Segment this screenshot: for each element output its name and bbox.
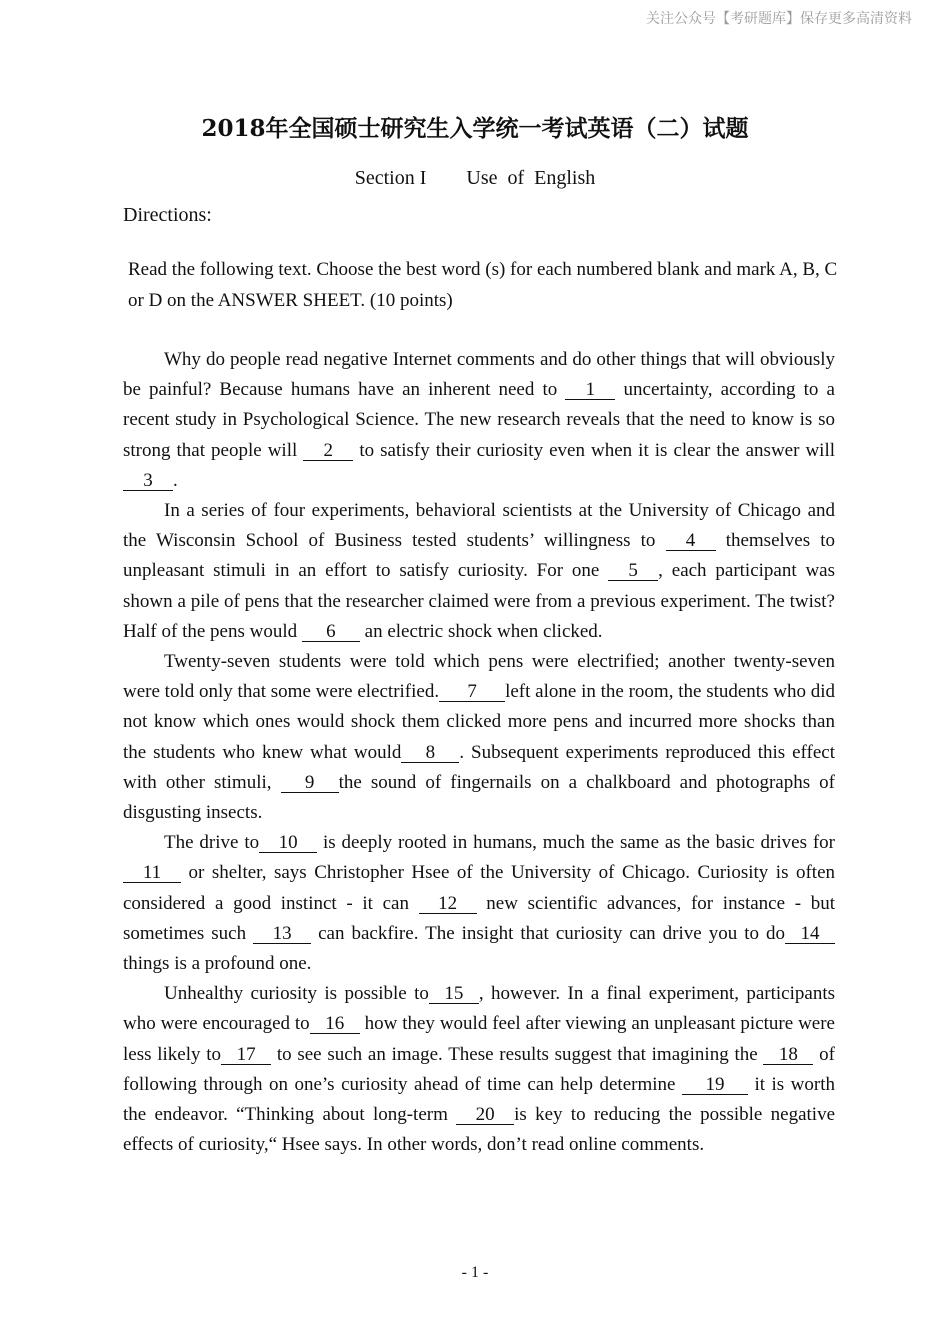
blank-10: 10 bbox=[259, 833, 317, 853]
text: things is a profound one. bbox=[123, 953, 312, 975]
text: an electric shock when clicked. bbox=[364, 620, 603, 642]
text: of following through on one’s curiosity ahead of time can help determine bbox=[123, 1043, 835, 1095]
directions-text: Read the following text. Choose the best word (s) for each numbered blank and mark A, B, C or D on the ANSWER SHEET. (10 points) bbox=[128, 259, 838, 311]
text: . Subsequent experiments reproduced this effect with other stimuli, bbox=[123, 741, 835, 793]
blank-14: 14 bbox=[785, 924, 835, 944]
exam-title: 2018年全国硕士研究生入学统一考试英语（二）试题 bbox=[201, 115, 749, 142]
paragraph-1 bbox=[123, 345, 835, 496]
text: the sound of fingernails on a chalkboard and photographs of disgusting insects. bbox=[123, 771, 836, 824]
text: is key to reducing the possible negative effects of curiosity,“ Hsee says. In other words, don’t read online comments. bbox=[123, 1104, 835, 1156]
blank-19: 19 bbox=[682, 1075, 748, 1095]
blank-6: 6 bbox=[302, 622, 360, 642]
section-name: Use of English bbox=[466, 167, 596, 189]
paragraph-5 bbox=[123, 979, 835, 1160]
text: new scientific advances, for instance - but sometimes such bbox=[123, 892, 835, 944]
blank-11: 11 bbox=[123, 863, 181, 883]
page-number: - 1 - bbox=[461, 1264, 489, 1281]
section-number: Section I bbox=[354, 167, 427, 189]
blank-8: 8 bbox=[401, 743, 459, 763]
blank-18: 18 bbox=[763, 1045, 813, 1065]
text: uncertainty, according to a recent study in Psychological Science. The new research reveals that the need to know is so strong that people will bbox=[123, 379, 835, 461]
blank-12: 12 bbox=[419, 894, 477, 914]
blank-15: 15 bbox=[429, 984, 479, 1004]
text: , however. In a final experiment, participants who were encouraged to bbox=[123, 983, 835, 1035]
text: The drive to bbox=[164, 832, 260, 854]
cloze-passage bbox=[123, 345, 835, 1160]
watermark: 关注公众号【考研题库】保存更多高清资料 bbox=[646, 11, 912, 27]
text: it is worth the endeavor. “Thinking about long-term bbox=[123, 1073, 836, 1126]
section-heading bbox=[0, 167, 950, 190]
directions-label: Directions: bbox=[123, 204, 212, 226]
text: or shelter, says Christopher Hsee of the University of Chicago. Curiosity is often considered a good instinct - it can bbox=[123, 862, 836, 914]
blank-3: 3 bbox=[123, 471, 173, 491]
text: themselves to unpleasant stimuli in an effort to satisfy curiosity. For one bbox=[123, 530, 836, 582]
text: In a series of four experiments, behavioral scientists at the University of Chicago and the Wisconsin School of Business tested students’ willingness to bbox=[123, 500, 835, 552]
text: to satisfy their curiosity even when it is clear the answer will bbox=[359, 439, 836, 461]
blank-7: 7 bbox=[439, 682, 505, 702]
blank-4: 4 bbox=[666, 531, 716, 551]
blank-9: 9 bbox=[281, 773, 339, 793]
text: left alone in the room, the students who did not know which ones would shock them clicked more pens and incurred more shocks than the students who knew what would bbox=[123, 681, 835, 763]
blank-13: 13 bbox=[253, 924, 311, 944]
blank-16: 16 bbox=[310, 1014, 360, 1034]
blank-1: 1 bbox=[565, 380, 615, 400]
blank-17: 17 bbox=[221, 1045, 271, 1065]
text: . bbox=[173, 469, 178, 491]
text: Unhealthy curiosity is possible to bbox=[164, 983, 429, 1005]
text: Twenty-seven students were told which pens were electrified; another twenty-seven were told only that some were electrified. bbox=[123, 651, 835, 703]
text: can backfire. The insight that curiosity can drive you to do bbox=[318, 922, 785, 944]
paragraph-4 bbox=[123, 828, 835, 979]
text: how they would feel after viewing an unpleasant picture were less likely to bbox=[123, 1013, 835, 1065]
text: is deeply rooted in humans, much the same as the basic drives for bbox=[322, 832, 836, 854]
blank-2: 2 bbox=[303, 441, 353, 461]
blank-5: 5 bbox=[608, 561, 658, 581]
paragraph-2 bbox=[123, 496, 835, 647]
blank-20: 20 bbox=[456, 1105, 514, 1125]
text: Why do people read negative Internet comments and do other things that will obviously be painful? Because humans have an inherent need to bbox=[123, 349, 835, 401]
text: , each participant was shown a pile of pens that the researcher claimed were from a previous experiment. The twist? Half of the pens would bbox=[123, 560, 836, 642]
text: to see such an image. These results suggest that imagining the bbox=[276, 1043, 758, 1065]
paragraph-3 bbox=[123, 647, 835, 828]
